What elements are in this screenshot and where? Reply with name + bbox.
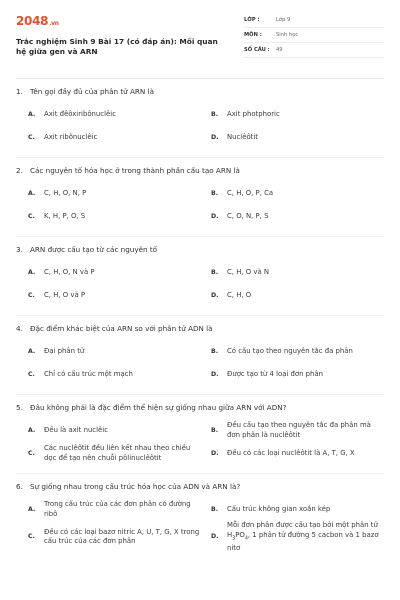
option-letter: C. xyxy=(28,533,35,541)
option-letter: A. xyxy=(28,426,36,434)
option-text: Được tạo từ 4 loại đơn phân xyxy=(227,369,324,378)
option-letter: A. xyxy=(28,505,36,513)
meta-info xyxy=(244,13,384,78)
option-letter: B. xyxy=(211,347,219,355)
question-6 xyxy=(16,474,384,562)
option-text xyxy=(227,521,384,554)
option-letter: B. xyxy=(211,189,219,197)
question-number: 5. xyxy=(16,403,23,412)
option-d[interactable] xyxy=(211,205,384,228)
meta-value: Sinh học xyxy=(276,32,299,38)
option-text: Nuclêôtit xyxy=(227,132,258,141)
subscript: 4 xyxy=(244,536,248,542)
option-c[interactable] xyxy=(28,126,201,149)
options xyxy=(16,182,384,228)
option-letter: C. xyxy=(28,370,35,378)
option-b[interactable] xyxy=(211,182,384,205)
question-list xyxy=(16,79,384,562)
option-c[interactable] xyxy=(28,442,201,465)
option-d[interactable] xyxy=(211,521,384,554)
question-number: 4. xyxy=(16,324,23,333)
meta-value: 49 xyxy=(276,47,283,53)
option-letter: C. xyxy=(28,133,35,141)
option-letter: B. xyxy=(211,110,219,118)
meta-row-grade xyxy=(244,13,384,28)
document-header xyxy=(16,14,384,79)
option-text: Có cấu tạo theo nguyên tắc đa phân xyxy=(227,346,353,355)
subscript: 3 xyxy=(232,536,236,542)
question-3 xyxy=(16,237,384,316)
option-text: Axit photphoric xyxy=(227,109,280,118)
option-text: Cấu trúc không gian xoắn kép xyxy=(227,504,331,513)
question-2 xyxy=(16,158,384,237)
option-c[interactable] xyxy=(28,521,201,554)
document-title: Trắc nghiệm Sinh 9 Bài 17 (có đáp án): Mối quan hệ giữa gen và ARN xyxy=(16,37,218,56)
option-text: Đều có các loại bazơ nitric A, U, T, G, X trong cấu trúc của các đơn phân xyxy=(44,527,200,546)
meta-row-count xyxy=(244,43,384,58)
option-a[interactable] xyxy=(28,498,201,521)
header-left xyxy=(16,14,226,78)
option-d[interactable] xyxy=(211,363,384,386)
question-text: Đặc điểm khác biệt của ARN so với phân tử ADN là xyxy=(30,324,213,333)
question-text: Các nguyên tố hóa học ở trong thành phần cấu tạo ARN là xyxy=(30,166,240,175)
question-number: 6. xyxy=(16,482,23,491)
option-letter: C. xyxy=(28,291,35,299)
option-text: Chỉ có cấu trúc một mạch xyxy=(44,369,133,378)
meta-label: SỐ CÂU : xyxy=(244,47,270,53)
option-a[interactable] xyxy=(28,182,201,205)
options xyxy=(16,103,384,149)
option-text: C, O, N, P, S xyxy=(227,211,269,220)
options xyxy=(16,419,384,465)
option-text-part: PO xyxy=(235,530,245,539)
option-d[interactable] xyxy=(211,442,384,465)
option-text: Đại phân tử xyxy=(44,346,85,355)
option-c[interactable] xyxy=(28,284,201,307)
option-letter: D. xyxy=(211,370,219,378)
meta-label: MÔN : xyxy=(244,32,262,38)
option-letter: D. xyxy=(211,291,219,299)
option-letter: C. xyxy=(28,449,35,457)
option-text: Đều là axit nuclêic xyxy=(44,425,108,434)
option-text: C, H, O và N xyxy=(227,267,270,276)
option-c[interactable] xyxy=(28,205,201,228)
logo-suffix: .vn xyxy=(49,20,59,27)
question-text: Sự giống nhau trong cấu trúc hóa học của ADN và ARN là? xyxy=(30,482,241,491)
option-b[interactable] xyxy=(211,498,384,521)
option-text: K, H, P, O, S xyxy=(44,211,86,220)
option-letter: A. xyxy=(28,268,36,276)
option-letter: D. xyxy=(211,449,219,457)
option-text: Trong cấu trúc của các đơn phân có đường ribô xyxy=(44,499,191,518)
option-letter: D. xyxy=(211,533,219,541)
option-letter: D. xyxy=(211,212,219,220)
option-letter: B. xyxy=(211,505,219,513)
option-letter: A. xyxy=(28,347,36,355)
option-text: C, H, O, P, Ca xyxy=(227,188,274,197)
question-text: Tên gọi đầy đủ của phân tử ARN là xyxy=(30,87,154,96)
meta-value: Lớp 9 xyxy=(276,17,291,23)
option-letter: D. xyxy=(211,133,219,141)
meta-row-subject xyxy=(244,28,384,43)
option-text: Đều cấu tạo theo nguyên tắc đa phân mà đơn phân là nuclêôtit xyxy=(227,420,371,439)
option-a[interactable] xyxy=(28,419,201,442)
site-logo[interactable] xyxy=(16,14,226,31)
option-letter: B. xyxy=(211,268,219,276)
options xyxy=(16,261,384,307)
question-number: 1. xyxy=(16,87,23,96)
question-4 xyxy=(16,316,384,395)
option-letter: B. xyxy=(211,426,219,434)
option-text: C, H, O, N và P xyxy=(44,267,95,276)
meta-label: LỚP : xyxy=(244,17,260,23)
option-text: Đều có các loại nuclêôtit là A, T, G, X xyxy=(227,448,355,457)
option-letter: A. xyxy=(28,189,36,197)
options xyxy=(16,498,384,554)
option-d[interactable] xyxy=(211,126,384,149)
option-text: C, H, O, N, P xyxy=(44,188,87,197)
option-text: Các nuclêôtit đều liên kết nhau theo chiều dọc để tạo nên chuỗi pôlinuclêôtit xyxy=(44,443,191,462)
option-b[interactable] xyxy=(211,419,384,442)
option-text-part: , 1 phân tử đường 5 cacbon và 1 bazơ nitơ xyxy=(227,530,379,552)
option-a[interactable] xyxy=(28,103,201,126)
option-text: Axit đêôxiribônuclêic xyxy=(44,109,116,118)
logo-text: 2048 xyxy=(16,14,49,28)
question-text: ARN được cấu tạo từ các nguyên tố xyxy=(30,245,158,254)
options xyxy=(16,340,384,386)
option-text: C, H, O xyxy=(227,290,252,299)
question-1 xyxy=(16,79,384,158)
option-letter: A. xyxy=(28,110,36,118)
option-letter: C. xyxy=(28,212,35,220)
option-c[interactable] xyxy=(28,363,201,386)
option-text: Axit ribônuclêic xyxy=(44,132,98,141)
option-text-part: Mỗi đơn phân được cấu tạo bởi một phân tử H xyxy=(227,521,378,539)
question-text: Đâu không phải là đặc điểm thể hiện sự giống nhau giữa ARN với ADN? xyxy=(30,403,287,412)
option-a[interactable] xyxy=(28,340,201,363)
question-number: 2. xyxy=(16,166,23,175)
option-b[interactable] xyxy=(211,103,384,126)
question-number: 3. xyxy=(16,245,23,254)
option-a[interactable] xyxy=(28,261,201,284)
option-b[interactable] xyxy=(211,261,384,284)
option-d[interactable] xyxy=(211,284,384,307)
question-5 xyxy=(16,395,384,474)
option-b[interactable] xyxy=(211,340,384,363)
option-text: C, H, O và P xyxy=(44,290,86,299)
